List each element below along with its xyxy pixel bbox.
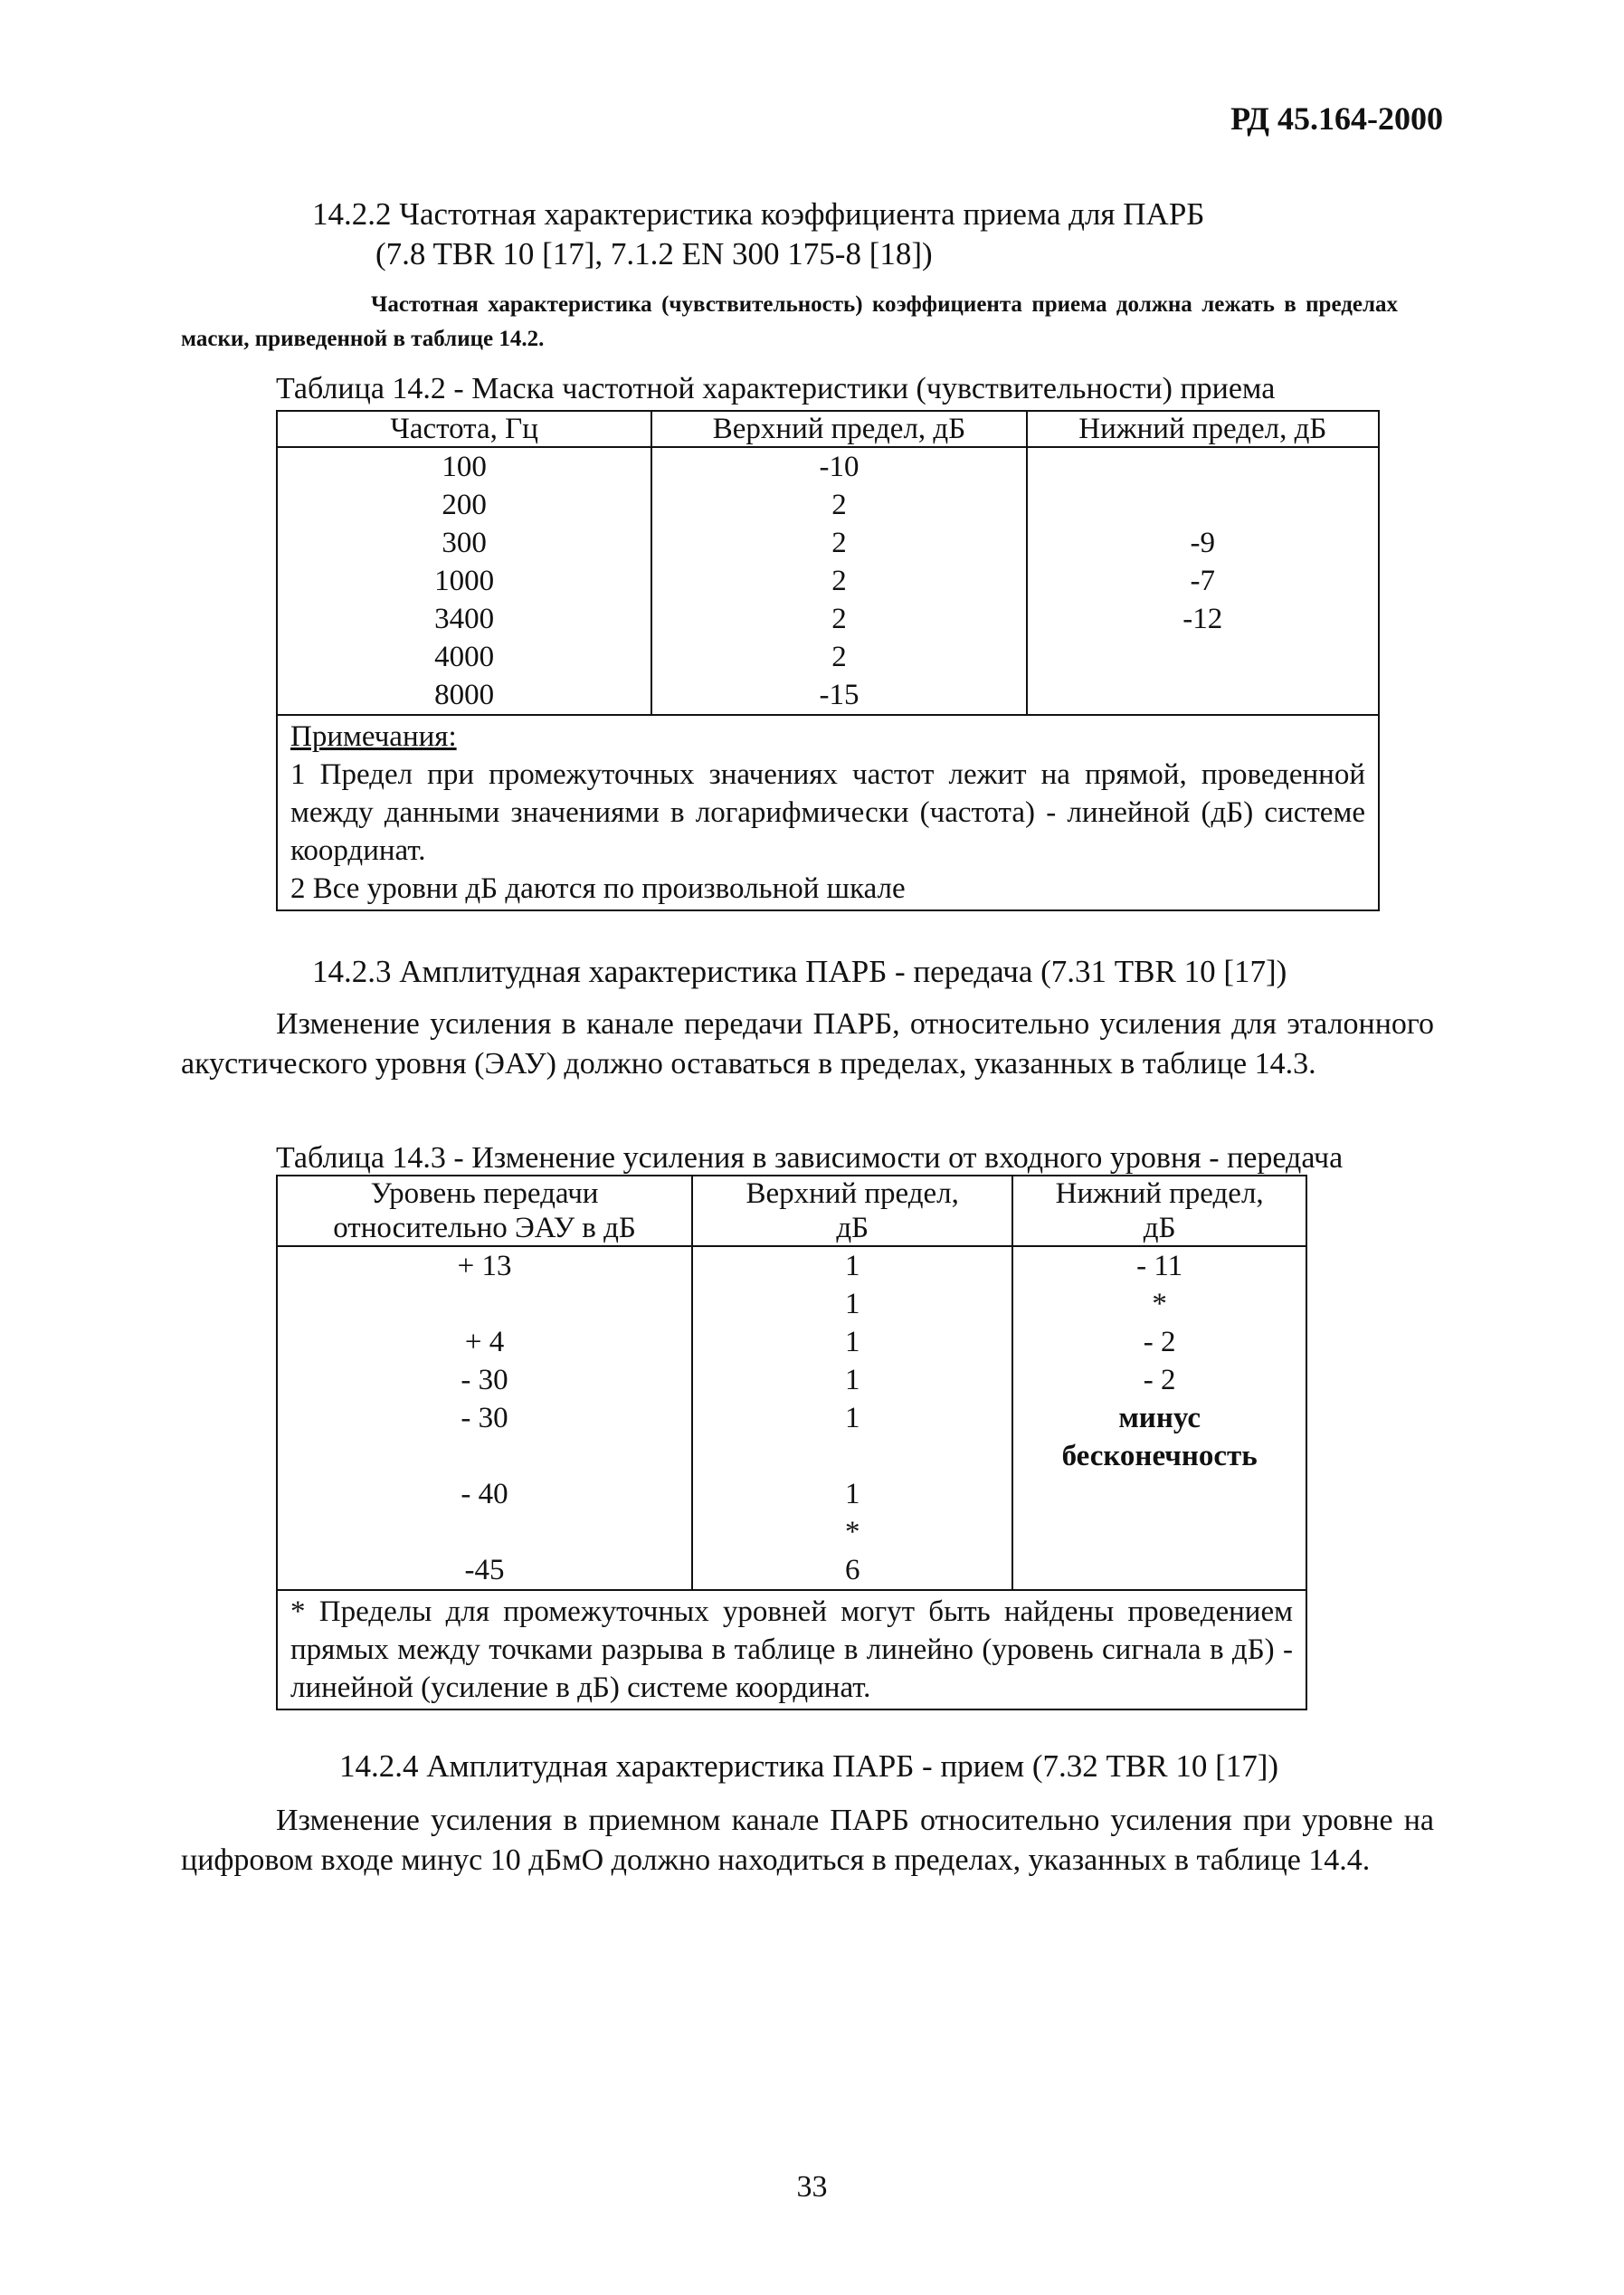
table-header-cell: Верхний предел, дБ — [651, 411, 1026, 447]
table-cell: 2 — [831, 489, 847, 521]
table-cell: 300 — [442, 527, 487, 559]
table-cell — [700, 1437, 1004, 1475]
table-cell — [1035, 676, 1371, 714]
table-cell: 1 — [844, 1326, 860, 1358]
section-14-2-3-body: Изменение усиления в канале передачи ПАРБ, относительно усиления для эталонного акустического уровня (ЭАУ) должно оставаться в пределах, указанных в таблице 14.3. — [181, 1007, 1434, 1081]
table-cell: бесконечность — [1061, 1440, 1258, 1472]
header-line: дБ — [836, 1212, 869, 1244]
table-cell: 1 — [844, 1478, 860, 1510]
table-cell: -15 — [819, 679, 859, 711]
page-number: 33 — [796, 2170, 828, 2204]
section-14-2-4-body: Изменение усиления в приемном канале ПАРБ относительно усиления при уровне на цифровом входе минус 10 дБмО должно находиться в пределах, указанных в таблице 14.4. — [181, 1804, 1434, 1877]
header-line: относительно ЭАУ в дБ — [333, 1212, 636, 1244]
table-cell: 200 — [442, 489, 487, 521]
table-cell: -10 — [819, 451, 859, 483]
table-cell: * — [1152, 1288, 1167, 1320]
table-cell: 1 — [844, 1364, 860, 1396]
table-row — [277, 447, 1379, 715]
header-line: Верхний предел, — [746, 1177, 959, 1210]
table-cell: -7 — [1190, 565, 1216, 597]
table-cell: 100 — [442, 451, 487, 483]
table-header-cell — [277, 1176, 692, 1246]
table-cell: 6 — [844, 1554, 860, 1586]
table-row — [277, 1246, 1306, 1590]
table-cell: минус — [1118, 1402, 1201, 1434]
table-cell: + 4 — [464, 1326, 505, 1358]
table-cell — [1021, 1513, 1298, 1551]
table-header-cell: Нижний предел, дБ — [1027, 411, 1379, 447]
table-cell: - 30 — [461, 1402, 508, 1434]
table-header-cell — [1012, 1176, 1306, 1246]
table-cell — [1035, 486, 1371, 524]
table-cell: 2 — [831, 527, 847, 559]
table-header-cell: Частота, Гц — [277, 411, 651, 447]
header-line: дБ — [1143, 1212, 1176, 1244]
table-cell — [285, 1285, 684, 1323]
section-14-2-3-title: 14.2.3 Амплитудная характеристика ПАРБ - передача (7.31 TBR 10 [17]) — [312, 954, 1287, 989]
table-cell: 8000 — [434, 679, 495, 711]
table-14-2-notes — [277, 715, 1379, 910]
table-row — [277, 411, 1379, 447]
table-cell: 3400 — [434, 603, 495, 635]
table-14-2 — [276, 410, 1380, 911]
table-cell: 2 — [831, 641, 847, 673]
table-cell — [1021, 1475, 1298, 1513]
section-14-2-4-title: 14.2.4 Амплитудная характеристика ПАРБ - прием (7.32 TBR 10 [17]) — [339, 1748, 1279, 1784]
table-14-3 — [276, 1175, 1307, 1710]
header-line: Уровень передачи — [370, 1177, 599, 1210]
table-cell: - 30 — [461, 1364, 508, 1396]
table-14-3-note: * Пределы для промежуточных уровней могут быть найдены проведением прямых между точками разрыва в таблице в линейно (уровень сигнала в дБ) - линейной (усиление в дБ) системе координат. — [277, 1590, 1306, 1709]
table-cell: -12 — [1182, 603, 1223, 635]
table-cell — [285, 1513, 684, 1551]
table-cell: 2 — [831, 565, 847, 597]
table-cell — [285, 1437, 684, 1475]
table-cell: 2 — [831, 603, 847, 635]
note-2: 2 Все уровни дБ даются по произвольной шкале — [290, 872, 906, 905]
document-code: РД 45.164-2000 — [1230, 100, 1443, 137]
table-cell: + 13 — [457, 1250, 512, 1282]
table-cell: 1 — [844, 1402, 860, 1434]
section-14-2-2-title-line2: (7.8 TBR 10 [17], 7.1.2 EN 300 175-8 [18]) — [375, 236, 933, 271]
table-cell: - 40 — [461, 1478, 508, 1510]
table-cell: - 2 — [1143, 1326, 1176, 1358]
notes-title: Примечания: — [290, 720, 457, 753]
table-cell: 4000 — [434, 641, 495, 673]
table-cell: 1 — [844, 1250, 860, 1282]
table-14-3-caption: Таблица 14.3 - Изменение усиления в зависимости от входного уровня - передача — [276, 1141, 1344, 1175]
table-14-2-caption: Таблица 14.2 - Маска частотной характеристики (чувствительности) приема — [276, 372, 1276, 405]
table-cell: - 2 — [1143, 1364, 1176, 1396]
table-cell — [1021, 1551, 1298, 1589]
table-cell: -45 — [464, 1554, 505, 1586]
header-line: Нижний предел, — [1055, 1177, 1264, 1210]
table-cell: 1 — [844, 1288, 860, 1320]
table-row — [277, 1176, 1306, 1246]
table-cell: * — [844, 1516, 860, 1548]
table-cell — [1035, 448, 1371, 486]
table-header-cell — [692, 1176, 1012, 1246]
table-cell: - 11 — [1136, 1250, 1183, 1282]
table-cell: 1000 — [434, 565, 495, 597]
table-row — [277, 1590, 1306, 1709]
table-row — [277, 715, 1379, 910]
note-1: 1 Предел при промежуточных значениях частот лежит на прямой, проведенной между данными значениями в логарифмически (частота) - линейной (дБ) системе координат. — [290, 758, 1365, 867]
section-14-2-2-title-line1: 14.2.2 Частотная характеристика коэффициента приема для ПАРБ — [312, 196, 1205, 232]
table-cell — [1035, 638, 1371, 676]
table-cell: -9 — [1190, 527, 1216, 559]
section-14-2-2-body: Частотная характеристика (чувствительность) коэффициента приема должна лежать в пределах маски, приведенной в таблице 14.2. — [181, 292, 1398, 351]
